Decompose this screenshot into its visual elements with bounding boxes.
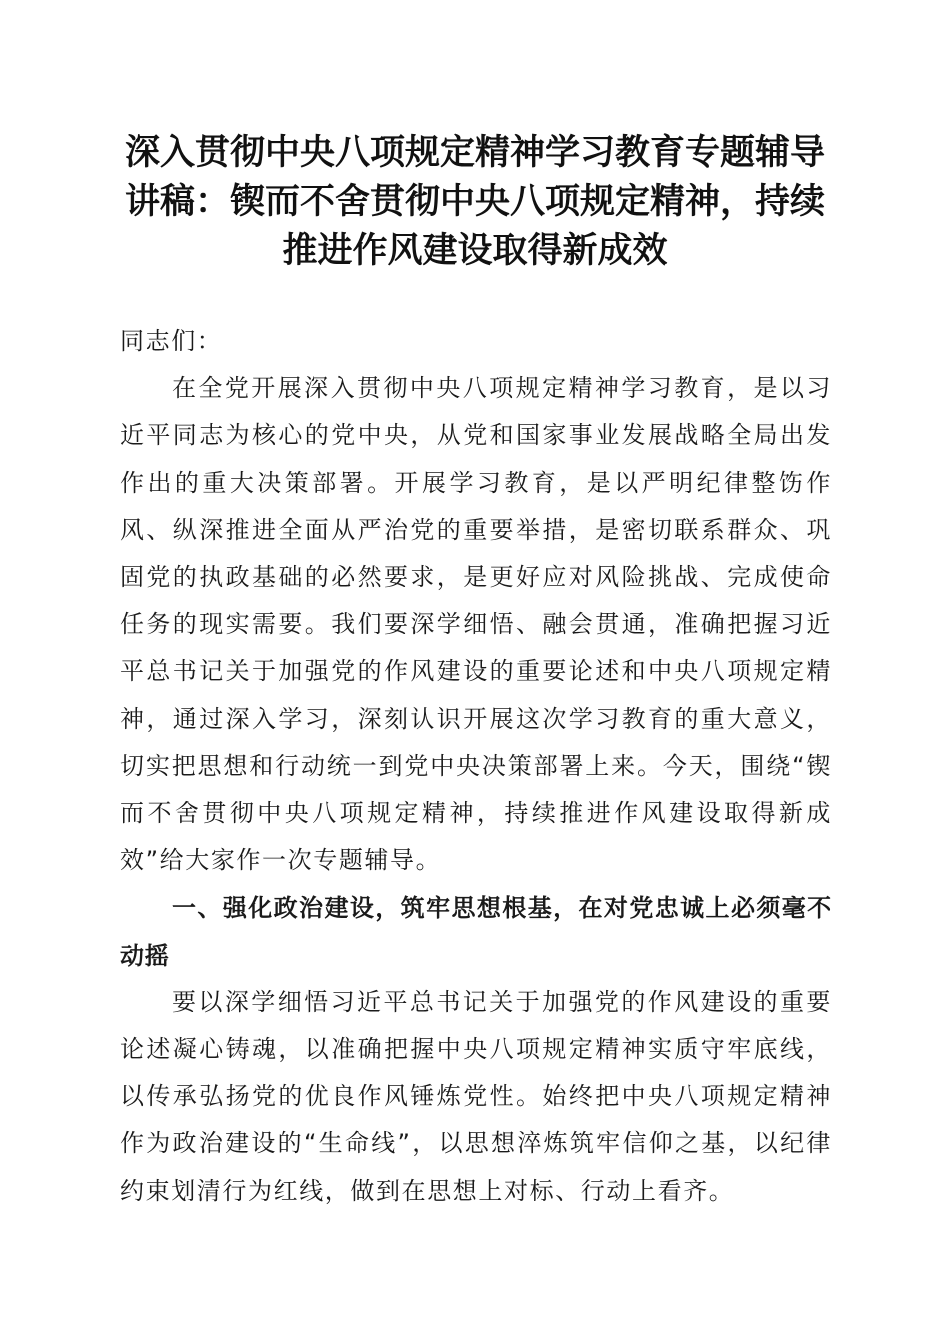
title-line-1: 深入贯彻中央八项规定精神学习教育专题辅导 bbox=[124, 132, 825, 173]
document-body bbox=[120, 318, 832, 1215]
title-line-2: 讲稿：锲而不舍贯彻中央八项规定精神，持续 bbox=[124, 181, 825, 222]
intro-paragraph: 在全党开展深入贯彻中央八项规定精神学习教育，是以习近平同志为核心的党中央，从党和国家事业发展战略全局出发作出的重大决策部署。开展学习教育，是以严明纪律整饬作风、纵深推进全面从严治党的重要举措，是密切联系群众、巩固党的执政基础的必然要求，是更好应对风险挑战、完成使命任务的现实需要。我们要深学细悟、融会贯通，准确把握习近平总书记关于加强党的作风建设的重要论述和中央八项规定精神，通过深入学习，深刻认识开展这次学习教育的重大意义，切实把思想和行动统一到党中央决策部署上来。今天，围绕“锲而不舍贯彻中央八项规定精神，持续推进作风建设取得新成效”给大家作一次专题辅导。 bbox=[120, 374, 832, 875]
document-title bbox=[110, 128, 840, 275]
section-heading: 一、强化政治建设，筑牢思想根基，在对党忠诚上必须毫不动摇 bbox=[120, 893, 832, 970]
title-line-3: 推进作风建设取得新成效 bbox=[282, 230, 668, 271]
salutation: 同志们： bbox=[120, 327, 223, 355]
section-paragraph: 要以深学细悟习近平总书记关于加强党的作风建设的重要论述凝心铸魂，以准确把握中央八项规定精神实质守牢底线，以传承弘扬党的优良作风锤炼党性。始终把中央八项规定精神作为政治建设的“生命线”，以思想淬炼筑牢信仰之基，以纪律约束划清行为红线，做到在思想上对标、行动上看齐。 bbox=[120, 987, 832, 1205]
